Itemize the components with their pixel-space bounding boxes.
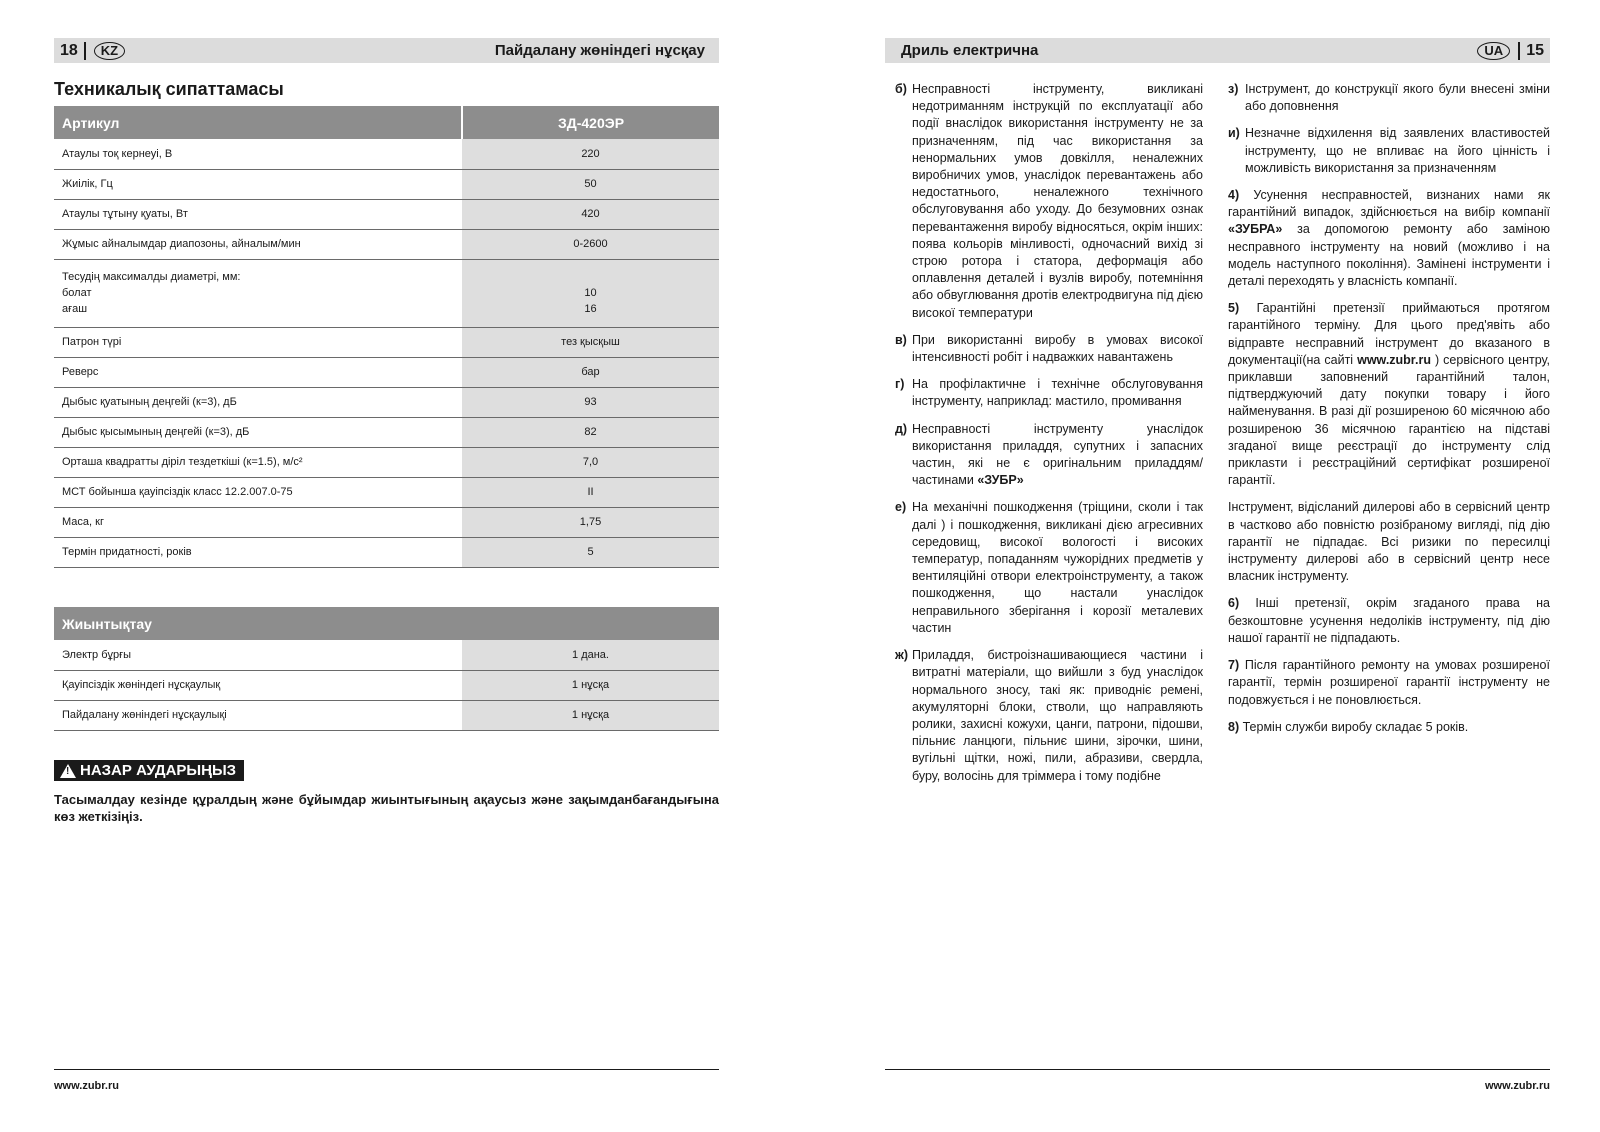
- paragraph-5: [1228, 300, 1550, 489]
- para-marker: 5): [1228, 301, 1240, 316]
- row-value: бар: [462, 357, 719, 387]
- list-item: [895, 647, 1203, 785]
- header-separator: [84, 42, 86, 60]
- item-text: [912, 421, 1203, 490]
- row-label: Дыбыс қысымының деңгейі (к=3), дБ: [54, 417, 462, 447]
- item-marker: б): [895, 82, 907, 96]
- row-value: 1 нұсқа: [462, 700, 719, 730]
- lang-badge: KZ: [94, 42, 125, 60]
- row-label: Термін придатності, років: [54, 537, 462, 567]
- item-marker: з): [1228, 82, 1239, 96]
- item-marker: в): [895, 332, 907, 347]
- header-title: Дриль електрична: [901, 42, 1039, 59]
- table-row: [54, 169, 719, 199]
- kit-table: [54, 607, 719, 731]
- row-value: тез қысқыш: [462, 327, 719, 357]
- para-marker: 4): [1228, 188, 1240, 203]
- page-number: 18: [60, 41, 78, 59]
- paragraph-dealer: Інструмент, відісланий дилерові або в сервісний центр в частково або повністю розібраному вигляді, під дію гарантії не підпадає. Всі ризики по пересилці інструменту дилерові або в сервісний центр несе власник інструменту.: [1228, 500, 1550, 584]
- para-text: Гарантійні претензії приймаються протягом гарантійного терміну. Для цього пред'явіть або відправте несправний інструмент до вказаного в документації(на сайті: [1228, 301, 1550, 367]
- item-marker: ж): [895, 648, 909, 663]
- warning-icon: [60, 764, 76, 778]
- table-row: [54, 229, 719, 259]
- left-header: [54, 38, 719, 63]
- row-label: Қауіпсіздік жөніндегі нұсқаулық: [54, 670, 462, 700]
- row-label: Атаулы тұтыну қуаты, Вт: [54, 199, 462, 229]
- spec-header-row: [54, 106, 719, 139]
- list-item: [895, 81, 1203, 322]
- list-item: [895, 421, 1203, 490]
- wood-value: 16: [584, 303, 597, 315]
- brand-name: «ЗУБРА»: [1228, 222, 1283, 237]
- row-label: Патрон түрі: [54, 327, 462, 357]
- right-page: [885, 0, 1550, 1132]
- steel-value: 10: [584, 287, 597, 299]
- item-marker: е): [895, 500, 907, 515]
- warning-title: НАЗАР АУДАРЫҢЫЗ: [80, 762, 237, 779]
- row-label: Орташа квадратты діріл тездеткіші (к=1.5), м/с²: [54, 447, 462, 477]
- row-label: [54, 259, 462, 327]
- para-marker: 6): [1228, 596, 1240, 611]
- section-title: Техникалық сипаттамасы: [54, 79, 284, 99]
- right-header: [885, 38, 1550, 63]
- table-row: [54, 507, 719, 537]
- row-value: 5: [462, 537, 719, 567]
- item-text: На механічні пошкодження (тріщини, сколи і так далі ) і пошкодження, викликані дією агресивних середовищ, високої вологості і високих температур, попаданням чужорідних предметів у вентиляційні отвори електроінструменту, а також пошкодження, що настали унаслідок неправильного зберігання і корозії металевих частин: [912, 500, 1203, 635]
- para-text: Термін служби виробу складає 5 років.: [1242, 719, 1469, 734]
- paragraph-7: [1228, 657, 1550, 709]
- para-marker: 7): [1228, 658, 1240, 673]
- left-page: [54, 0, 719, 1132]
- para-text: Інші претензії, окрім згаданого права на безкоштовне усунення недоліків інструменту, під дію нашої гарантії не підпадають.: [1228, 596, 1550, 645]
- para-text: Усунення несправностей, визнаних нами як гарантійний випадок, здійснюється на вибір компанії: [1228, 188, 1550, 220]
- row-value: 1 нұсқа: [462, 670, 719, 700]
- list-item: [895, 332, 1203, 366]
- table-row: [54, 537, 719, 567]
- table-row: [54, 640, 719, 670]
- spec-header-label: Артикул: [54, 106, 462, 139]
- row-value: 0-2600: [462, 229, 719, 259]
- steel-label: болат: [62, 287, 92, 299]
- column-right: [1228, 81, 1550, 746]
- list-item: [1228, 81, 1550, 115]
- item-text: Несправності інструменту, викликані недотриманням інструкцій по експлуатації або події внаслідок використання інструменту не за призначенням, під час використання за ненормальних умов довкілля, неналежних виробничих умов, унаслідок перевантажень або недостатнього, неналежного технічного обслуговування або уходу. До безумовних ознак перевантаження виробу відносяться, окрім інших: поява кольорів мінливості, одночасний вихід зі строю ротора і статора, деформація або оплавлення деталей і вузлів виробу, потемніння або обвуглювання дротів електродвигуна під дією високої температури: [912, 82, 1203, 320]
- row-label: Дыбыс қуатының деңгейі (к=3), дБ: [54, 387, 462, 417]
- list-item: [1228, 125, 1550, 177]
- wood-label: ағаш: [62, 303, 88, 315]
- drill-diameter-label: Тесудің максималды диаметрі, мм:: [62, 271, 241, 283]
- item-text: Незначне відхилення від заявлених властивостей інструменту, що не впливає на його цінність і можливість використання за призначенням: [1245, 126, 1550, 175]
- row-label: Пайдалану жөніндегі нұсқаулықі: [54, 700, 462, 730]
- table-row: [54, 700, 719, 730]
- paragraph-6: [1228, 595, 1550, 647]
- page-number: 15: [1526, 41, 1544, 59]
- footer-url: www.zubr.ru: [54, 1080, 119, 1092]
- row-value: [462, 259, 719, 327]
- brand-name: «ЗУБР»: [977, 473, 1024, 488]
- table-row: [54, 387, 719, 417]
- drill-diameter-value: [470, 269, 711, 285]
- list-item: [895, 499, 1203, 637]
- item-marker: и): [1228, 126, 1240, 141]
- table-row: [54, 447, 719, 477]
- item-marker: г): [895, 377, 905, 392]
- warning-text: Тасымалдау кезінде құралдың және бұйымдар жиынтығының ақаусыз және зақымданбағандығына көз жеткізіңіз.: [54, 792, 719, 824]
- row-value: 1,75: [462, 507, 719, 537]
- list-item: [895, 376, 1203, 410]
- footer-divider: [885, 1069, 1550, 1070]
- row-value: 82: [462, 417, 719, 447]
- row-value: 220: [462, 139, 719, 169]
- row-value: 7,0: [462, 447, 719, 477]
- row-label: Жиілік, Гц: [54, 169, 462, 199]
- row-label: МСТ бойынша қауіпсіздік класс 12.2.007.0-75: [54, 477, 462, 507]
- row-label: Реверс: [54, 357, 462, 387]
- para-marker: 8): [1228, 719, 1240, 734]
- row-value: 93: [462, 387, 719, 417]
- row-label: Атаулы тоқ кернеуі, В: [54, 139, 462, 169]
- para-text: Після гарантійного ремонту на умовах розширеної гарантії, термін розширеної гарантії інструменту не подовжується і не поновлюється.: [1228, 658, 1550, 707]
- table-row: [54, 670, 719, 700]
- table-row: [54, 477, 719, 507]
- spec-table: [54, 106, 719, 568]
- row-label: Электр бұрғы: [54, 640, 462, 670]
- table-row: [54, 259, 719, 327]
- column-left: [895, 81, 1203, 795]
- row-label: Маса, кг: [54, 507, 462, 537]
- item-text: На профілактичне і технічне обслуговування інструменту, наприклад: мастило, промивання: [912, 377, 1203, 409]
- row-value: 420: [462, 199, 719, 229]
- kit-header: Жиынтықтау: [54, 607, 719, 640]
- item-text-part: Несправності інструменту унаслідок використання приладдя, супутних і запасних частин, які не є оригінальним приладдям/частинами: [912, 421, 1203, 488]
- para-text: ) сервісного центру, приклавши заповнений гарантійний талон, підтверджуючий дату покупки товару і його найменування. В разі дії розширеною 60 місячною або розширеною 36 місячною гарантією на підставі згаданої вище реєстрації до інструменту слід приклasти і реєстраційний сертифікат розширеної гарантії.: [1228, 352, 1550, 488]
- footer-url: www.zubr.ru: [1485, 1080, 1550, 1092]
- table-row: [54, 417, 719, 447]
- row-value: 1 дана.: [462, 640, 719, 670]
- table-row: [54, 199, 719, 229]
- table-row: [54, 327, 719, 357]
- kit-header-row: [54, 607, 719, 640]
- row-value: 50: [462, 169, 719, 199]
- header-title: Пайдалану жөніндегі нұсқау: [494, 42, 705, 59]
- row-value: II: [462, 477, 719, 507]
- table-row: [54, 139, 719, 169]
- item-text: Приладдя, бистроізнашивающиеся частини і витратні матеріали, що вийшли з буд унаслідок нормального зносу, такі як: приводніє ремені, акумуляторні блоки, стволи, що направляють ролики, захисні кожухи, цанги, патрони, підошви, пільниє ланцюги, пільниє шини, зірочки, шини, вугільні щітки, ножі, пили, абразиви, свердла, буру, волосінь для тріммера і тому подібне: [912, 648, 1203, 783]
- item-marker: д): [895, 421, 908, 436]
- para-text: за допомогою ремонту або заміною несправного інструменту на новий (можливо і на модель наступного покоління). Замінені інструменти і деталі переходять у власність компанії.: [1228, 222, 1550, 289]
- item-text: Інструмент, до конструкції якого були внесені зміни або доповнення: [1245, 82, 1550, 114]
- row-label: Жұмыс айналымдар диапозоны, айналым/мин: [54, 229, 462, 259]
- item-text: При використанні виробу в умовах високої інтенсивності робіт і надважких навантажень: [912, 332, 1203, 365]
- warning-heading: [54, 760, 244, 781]
- paragraph-8: [1228, 719, 1550, 736]
- spec-header-value: ЗД-420ЭР: [462, 106, 719, 139]
- site-link: www.zubr.ru: [1357, 352, 1431, 367]
- lang-badge: UA: [1477, 42, 1510, 60]
- table-row: [54, 357, 719, 387]
- paragraph-4: [1228, 187, 1550, 290]
- footer-divider: [54, 1069, 719, 1070]
